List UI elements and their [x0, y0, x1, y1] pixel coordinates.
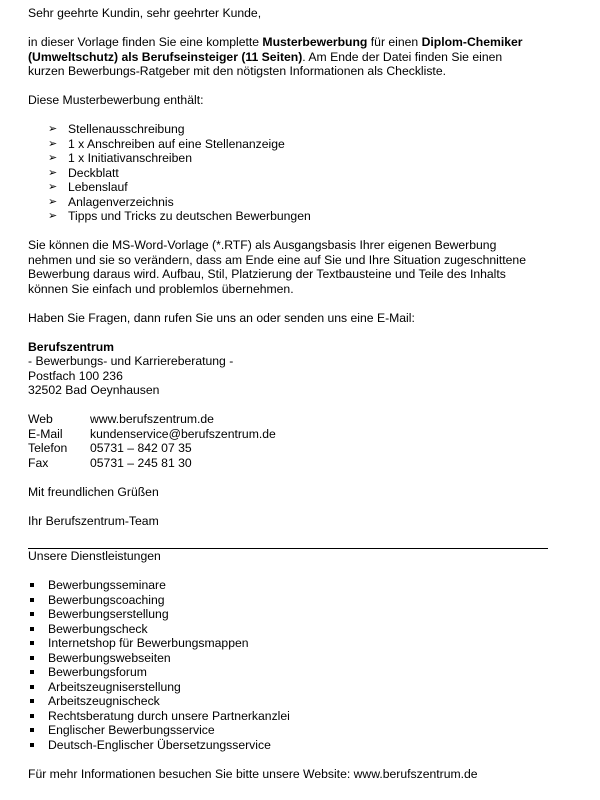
contact-label: Fax [28, 455, 49, 470]
signature: Ihr Berufszentrum-Team [28, 513, 159, 528]
contact-value: kundenservice@berufszentrum.de [90, 426, 276, 441]
services-heading: Unsere Dienstleistungen [28, 549, 161, 563]
intro-text-3: . Am Ende der Datei finden Sie einen [302, 49, 503, 64]
square-bullet-icon [30, 612, 34, 616]
list-item [48, 151, 548, 166]
arrow-bullet-icon: ➢ [48, 137, 58, 150]
arrow-bullet-icon: ➢ [48, 152, 58, 164]
company-address [28, 340, 548, 398]
list-item [30, 593, 548, 608]
company-name: Berufszentrum [28, 339, 115, 354]
document-page [28, 6, 548, 781]
service-label: Arbeitszeugniserstellung [48, 679, 181, 694]
arrow-bullet-icon: ➢ [48, 210, 58, 222]
contact-label: E-Mail [28, 426, 63, 441]
square-bullet-icon [30, 627, 34, 631]
contact-block [28, 412, 548, 470]
contact-label: Web [28, 412, 53, 426]
contact-row-fax [28, 456, 548, 471]
company-city: 32502 Bad Oeynhausen [28, 383, 160, 397]
list-item [48, 195, 548, 210]
service-label: Bewerbungswebseiten [48, 650, 171, 665]
list-item-label: 1 x Anschreiben auf eine Stellenanzeige [68, 136, 285, 151]
square-bullet-icon [30, 685, 34, 689]
service-label: Bewerbungsseminare [48, 578, 166, 592]
square-bullet-icon [30, 670, 34, 674]
service-label: Internetshop für Bewerbungsmappen [48, 636, 249, 650]
list-item-label: Tipps und Tricks zu deutschen Bewerbungen [68, 209, 311, 223]
contact-value: www.berufszentrum.de [90, 412, 214, 426]
list-item [30, 651, 548, 666]
list-item-label: Deckblatt [68, 165, 119, 180]
contact-label: Telefon [28, 441, 68, 455]
service-label: Bewerbungscoaching [48, 592, 165, 607]
closing: Mit freundlichen Grüßen [28, 484, 159, 499]
list-item-label: 1 x Initiativanschreiben [68, 151, 192, 165]
square-bullet-icon [30, 714, 34, 718]
service-label: Bewerbungsforum [48, 665, 147, 679]
list-item [30, 665, 548, 680]
list-item [30, 636, 548, 651]
contact-row-phone [28, 441, 548, 456]
intro-text-2: für einen [367, 35, 422, 49]
list-item [48, 209, 548, 224]
list-item [30, 738, 548, 753]
list-item [48, 122, 548, 137]
list-item [30, 680, 548, 695]
list-item-label: Stellenausschreibung [68, 122, 185, 136]
list-item [48, 166, 548, 181]
list-item-label: Anlagenverzeichnis [68, 194, 174, 209]
contact-value: 05731 – 842 07 35 [90, 441, 192, 455]
contact-row-email [28, 427, 548, 442]
list-item [30, 607, 548, 622]
salutation: Sehr geehrte Kundin, sehr geehrter Kunde, [28, 6, 262, 20]
square-bullet-icon [30, 598, 34, 602]
list-item [30, 694, 548, 709]
contents-heading: Diese Musterbewerbung enthält: [28, 93, 204, 107]
square-bullet-icon [30, 641, 34, 645]
service-label: Deutsch-Englischer Übersetzungsservice [48, 737, 271, 752]
service-label: Englischer Bewerbungsservice [48, 723, 215, 737]
arrow-bullet-icon: ➢ [48, 166, 58, 179]
intro-text-4: kurzen Bewerbungs-Ratgeber mit den nötigsten Informationen als Checkliste. [28, 64, 446, 78]
usage-line: Bewerbung daraus wird. Aufbau, Stil, Platzierung der Textbausteine und Teile des Inhalts [28, 267, 506, 281]
company-tagline: - Bewerbungs- und Karriereberatung - [28, 354, 234, 368]
service-label: Bewerbungscheck [48, 621, 148, 636]
service-label: Rechtsberatung durch unsere Partnerkanzlei [48, 708, 290, 723]
list-item [30, 578, 548, 593]
intro-bold-3: (Umweltschutz) als Berufseinsteiger (11 Seiten) [28, 49, 303, 64]
list-item [48, 180, 548, 195]
square-bullet-icon [30, 728, 34, 732]
contents-list [28, 122, 548, 224]
arrow-bullet-icon: ➢ [48, 123, 58, 135]
footer-text: Für mehr Informationen besuchen Sie bitte unsere Website: www.berufszentrum.de [28, 766, 478, 781]
service-label: Arbeitszeugnischeck [48, 694, 160, 708]
intro-bold-2: Diplom-Chemiker [421, 35, 523, 49]
usage-line: nehmen und sie so verändern, dass am Ende eine auf Sie und Ihre Situation zugeschnittene [28, 252, 526, 267]
list-item [30, 709, 548, 724]
square-bullet-icon [30, 743, 34, 747]
usage-line: Sie können die MS-Word-Vorlage (*.RTF) als Ausgangsbasis Ihrer eigenen Bewerbung [28, 238, 497, 252]
list-item [48, 137, 548, 152]
company-postbox: Postfach 100 236 [28, 368, 123, 383]
list-item-label: Lebenslauf [68, 180, 128, 194]
intro-text-1: in dieser Vorlage finden Sie eine komplette [28, 35, 263, 49]
intro-paragraph [28, 35, 548, 79]
list-item [30, 723, 548, 738]
questions-text: Haben Sie Fragen, dann rufen Sie uns an oder senden uns eine E-Mail: [28, 310, 415, 325]
square-bullet-icon [30, 583, 34, 587]
arrow-bullet-icon: ➢ [48, 181, 58, 193]
square-bullet-icon [30, 699, 34, 703]
services-list [28, 578, 548, 752]
intro-bold-1: Musterbewerbung [262, 35, 368, 49]
contact-value: 05731 – 245 81 30 [90, 455, 192, 470]
usage-paragraph [28, 238, 548, 296]
usage-line: können Sie einfach und problemlos übernehmen. [28, 281, 294, 296]
service-label: Bewerbungserstellung [48, 607, 169, 621]
contact-row-web [28, 412, 548, 427]
square-bullet-icon [30, 656, 34, 660]
list-item [30, 622, 548, 637]
arrow-bullet-icon: ➢ [48, 195, 58, 208]
